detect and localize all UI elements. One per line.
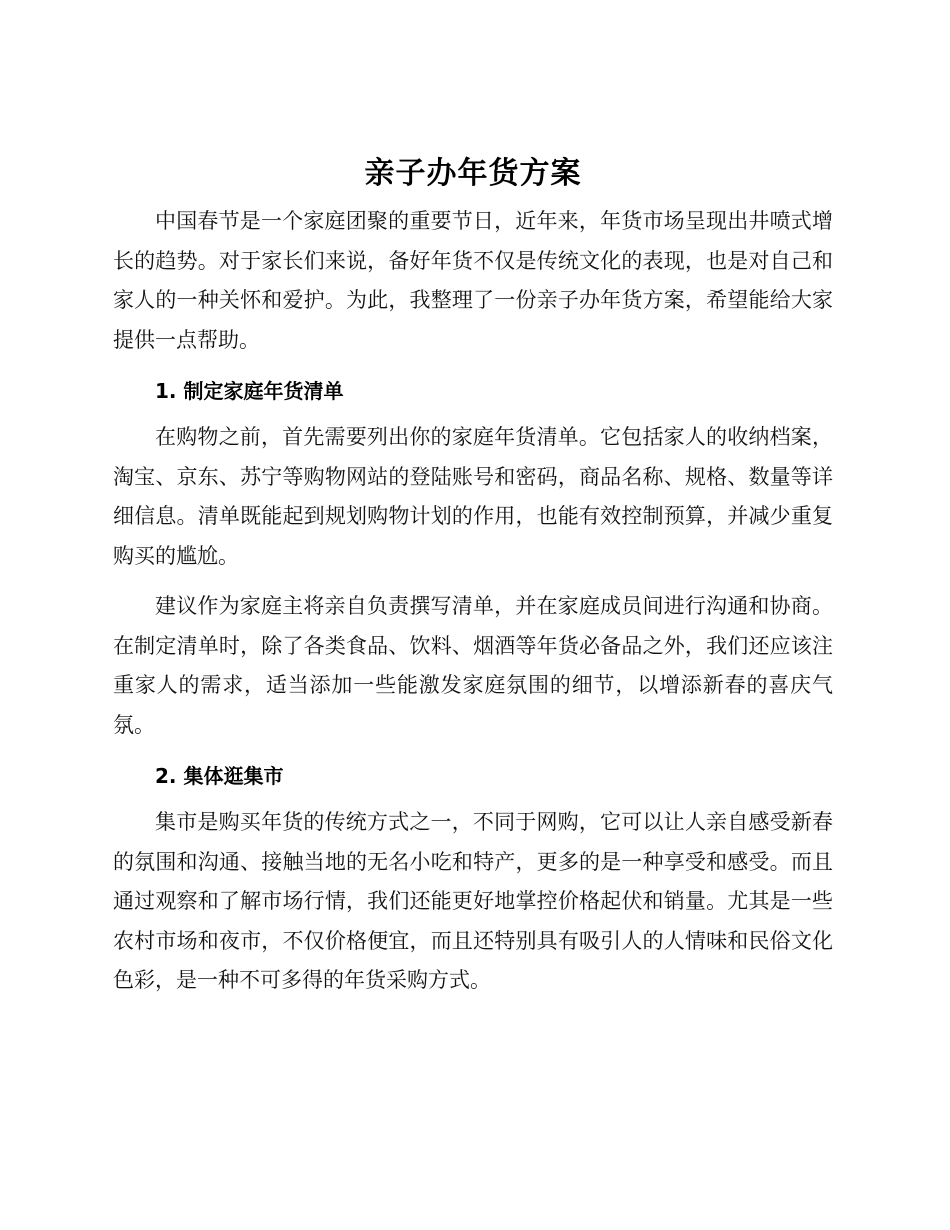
section-1-paragraph-1: 在购物之前，首先需要列出你的家庭年货清单。它包括家人的收纳档案，淘宝、京东、苏宁等购物网站的登陆账号和密码，商品名称、规格、数量等详细信息。清单既能起到规划购物计划的作用，也能有效控制预算，并减少重复购买的尴尬。 bbox=[113, 425, 833, 568]
intro-paragraph: 中国春节是一个家庭团聚的重要节日，近年来，年货市场呈现出井喷式增长的趋势。对于家长们来说，备好年货不仅是传统文化的表现，也是对自己和家人的一种关怀和爱护。为此，我整理了一份亲子办年货方案，希望能给大家提供一点帮助。 bbox=[113, 209, 833, 352]
document-title: 亲子办年货方案 bbox=[364, 156, 582, 191]
document-body bbox=[113, 150, 833, 1001]
section-2-paragraph-1: 集市是购买年货的传统方式之一，不同于网购，它可以让人亲自感受新春的氛围和沟通、接触当地的无名小吃和特产，更多的是一种享受和感受。而且通过观察和了解市场行情，我们还能更好地掌控价格起伏和销量。尤其是一些农村市场和夜市，不仅价格便宜，而且还特别具有吸引人的人情味和民俗文化色彩，是一种不可多得的年货采购方式。 bbox=[113, 810, 833, 992]
section-heading-2: 2. 集体逛集市 bbox=[155, 764, 284, 788]
section-heading-1: 1. 制定家庭年货清单 bbox=[155, 379, 344, 403]
section-1-paragraph-2: 建议作为家庭主将亲自负责撰写清单，并在家庭成员间进行沟通和协商。在制定清单时，除了各类食品、饮料、烟酒等年货必备品之外，我们还应该注重家人的需求，适当添加一些能激发家庭氛围的细节，以增添新春的喜庆气氛。 bbox=[113, 594, 833, 737]
